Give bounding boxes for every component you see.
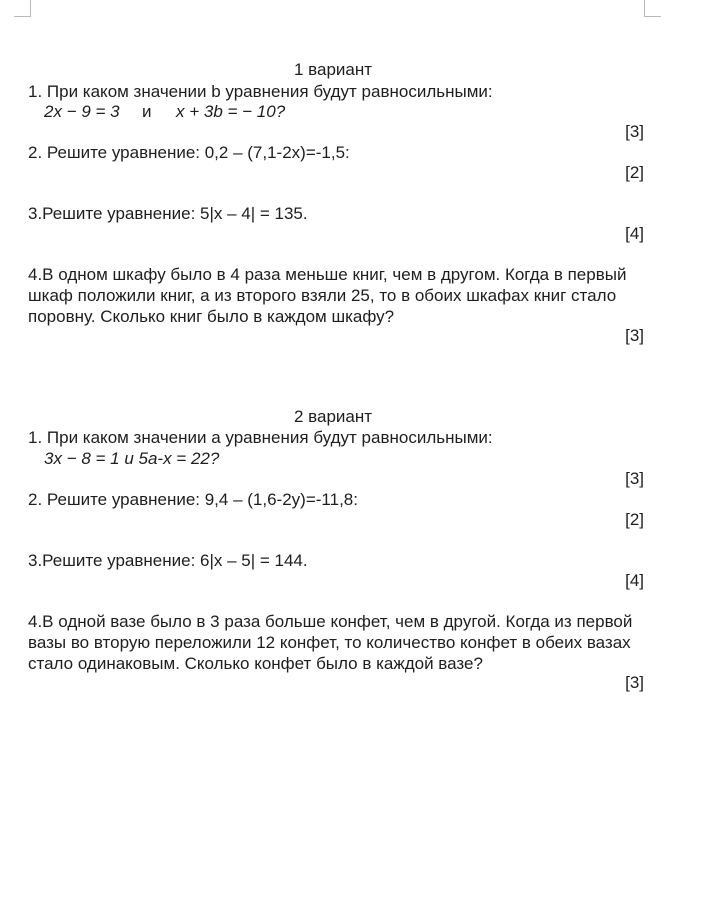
variant1-q2-text: 2. Решите уравнение: 0,2 – (7,1-2x)=-1,5: [28,143,350,162]
variant2-q2-text: 2. Решите уравнение: 9,4 – (1,6-2y)=-11,8: [28,490,358,509]
page-corner-mark-right [644,0,661,17]
variant2-q4-score: [3] [625,673,644,692]
variant2-q3-text: 3.Решите уравнение: 6|x – 5| = 144. [28,551,308,570]
variant1-q1-score: [3] [625,122,644,141]
variant1-q3-score: [4] [625,224,644,243]
variant2-q1-text: 1. При каком значении a уравнения будут равносильными: [28,428,493,447]
variant1-q1-text: 1. При каком значении b уравнения будут равносильными: [28,82,493,101]
variant1-q1-conjunction: и [142,102,152,121]
variant1-q4-score: [3] [625,326,644,345]
variant1-q2-score: [2] [625,163,644,182]
variant2-q2-score: [2] [625,510,644,529]
variant2-q1-score: [3] [625,469,644,488]
variant1-q1-equation-1: 2x − 9 = 3 [44,102,120,121]
page-corner-mark-left [14,0,31,17]
variant2-title: 2 вариант [294,407,373,426]
variant1-q4-text: 4.В одном шкафу было в 4 раза меньше книг, чем в другом. Когда в первый шкаф положили книг, а из второго взяли 25, то в обоих шкафах книг стало поровну. Сколько книг было в каждом шкафу? [28,265,627,326]
variant1-q1-equation-2: x + 3b = − 10? [176,102,286,121]
variant1-title: 1 вариант [294,60,373,79]
variant1-q3-text: 3.Решите уравнение: 5|x – 4| = 135. [28,204,308,223]
variant2-q1-equation: 3x − 8 = 1 и 5a-x = 22? [44,449,220,468]
variant2-q3-score: [4] [625,571,644,590]
variant2-q4-text: 4.В одной вазе было в 3 раза больше конфет, чем в другой. Когда из первой вазы во вторую переложили 12 конфет, то количество конфет в обеих вазах стало одинаковым. Сколько конфет было в каждой вазе? [28,612,633,673]
